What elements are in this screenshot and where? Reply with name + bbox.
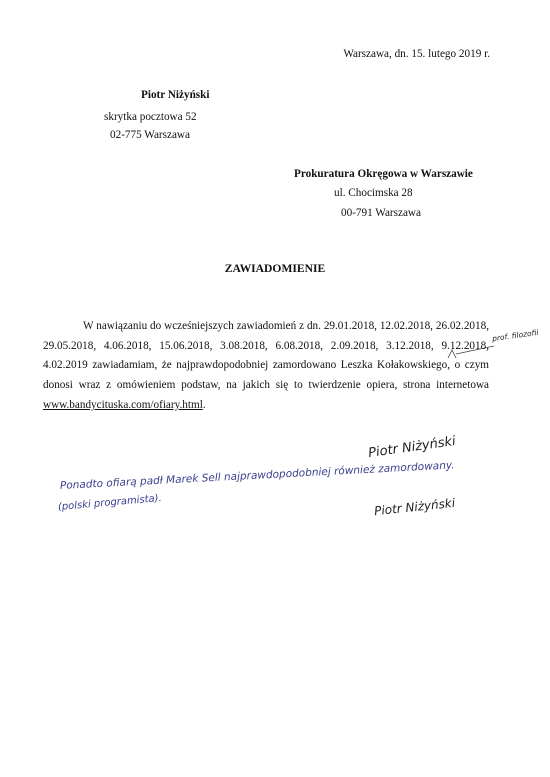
recipient-city: 00-791 Warszawa: [341, 207, 421, 219]
letter-body: [43, 317, 489, 416]
recipient-street: ul. Chocimska 28: [334, 187, 413, 199]
signature-bottom: Piotr Niżyński: [373, 495, 456, 519]
recipient-name: Prokuratura Okręgowa w Warszawie: [294, 168, 473, 180]
handwritten-note-line-2: (polski programista).: [57, 492, 163, 513]
handwritten-note-line-1: Ponadto ofiarą padł Marek Sell najprawdopodobniej również zamordowany.: [59, 459, 455, 492]
website-link[interactable]: www.bandycituska.com/ofiary.html: [43, 398, 203, 411]
signature-top: Piotr Niżyński: [367, 433, 457, 462]
handwritten-insert-note: prof. filozofii: [491, 327, 540, 344]
sender-city: 02-775 Warszawa: [110, 129, 190, 141]
insertion-mark-icon: [446, 342, 498, 362]
document-title: ZAWIADOMIENIE: [224, 262, 326, 275]
sender-name: Piotr Niżyński: [141, 89, 210, 101]
sender-po-box: skrytka pocztowa 52: [104, 111, 197, 123]
body-text: W nawiązaniu do wcześniejszych zawiadomień z dn. 29.01.2018, 12.02.2018, 26.02.2018, 29.05.2018, 4.06.2018, 15.06.2018, 3.08.2018, 6.08.2018, 2.09.2018, 3.12.2018, 9.12.2018, 4.02.2019 zawiadamiam, że najprawdopodobniej zamordowano Leszka Kołakowskiego, o czym donosi wraz z omówieniem podstaw, na jakich się to twierdzenie opiera, strona internetowa: [43, 320, 489, 392]
letter-date: Warszawa, dn. 15. lutego 2019 r.: [343, 48, 490, 60]
body-end: .: [202, 398, 206, 411]
